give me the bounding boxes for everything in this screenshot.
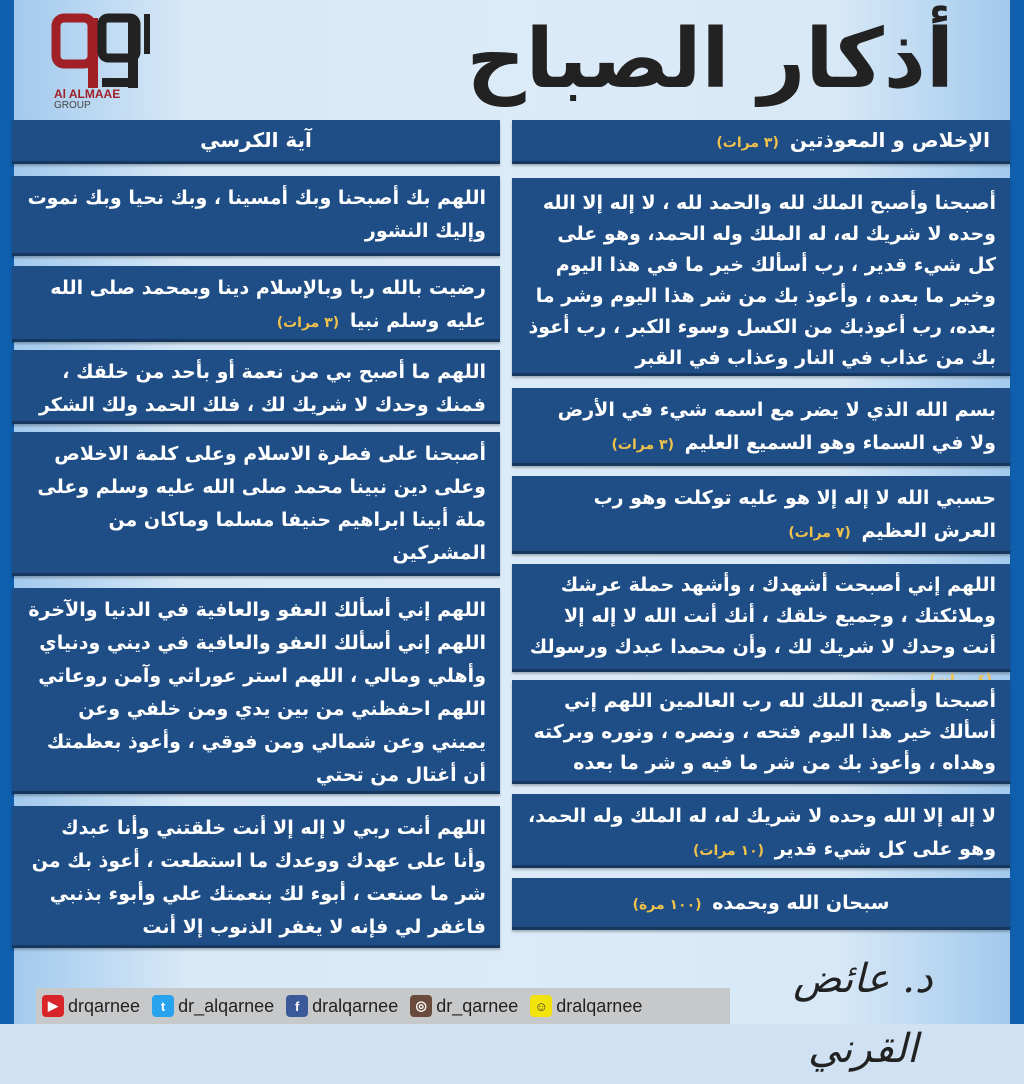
page-title: أذكار الصباح — [466, 12, 954, 107]
social-handle: dralqarnee — [312, 995, 399, 1016]
dhikr-card — [512, 476, 1010, 554]
dhikr-text: اللهم بك أصبحنا وبك أمسينا ، وبك نحيا وبك نموت وإليك النشور — [27, 187, 486, 242]
dhikr-text: سبحان الله وبحمده — [712, 892, 890, 914]
social-bar — [36, 988, 730, 1024]
twitter-icon: t — [152, 995, 174, 1017]
repeat-badge: (٣ مرات) — [716, 135, 779, 151]
dhikr-card — [12, 176, 500, 256]
dhikr-text: أصبحنا وأصبح الملك لله رب العالمين اللهم إني أسألك خير هذا اليوم فتحه ، ونصره ، ونوره وبركته وهداه ، وأعوذ بك من شر ما فيه و شر ما بعده — [533, 690, 996, 774]
right-border — [1010, 0, 1024, 1024]
dhikr-card — [512, 564, 1010, 672]
dhikr-card — [12, 266, 500, 342]
social-youtube[interactable] — [42, 995, 140, 1017]
dhikr-card — [512, 388, 1010, 466]
dhikr-text: اللهم أنت ربي لا إله إلا أنت خلقتني وأنا عبدك وأنا على عهدك ووعدك ما استطعت ، أعوذ بك من شر ما صنعت ، أبوء لك بنعمتك علي وأبوء بذنبي فاغفر لي فإنه لا يغفر الذنوب إلا أنت — [31, 817, 486, 938]
left-column-heading — [12, 120, 500, 164]
dhikr-text: أصبحنا وأصبح الملك لله والحمد لله ، لا إله إلا الله وحده لا شريك له، له الملك وله الحمد، وهو على كل شيء قدير ، رب أسألك خير ما في هذا اليوم وخير ما بعده ، وأعوذ بك من شر هذا اليوم وشر ما بعده، رب أعوذبك من الكسل وسوء الكبر ، رب أعوذ بك من عذاب في النار وعذاب في القبر — [528, 192, 996, 369]
instagram-icon: ◎ — [410, 995, 432, 1017]
author-signature: د. عائض القرني — [793, 956, 933, 1072]
dhikr-card — [512, 794, 1010, 868]
repeat-badge: (٧ مرات) — [788, 525, 851, 541]
social-snapchat[interactable] — [530, 995, 642, 1017]
social-facebook[interactable] — [286, 995, 398, 1017]
social-twitter[interactable] — [152, 995, 274, 1017]
repeat-badge: (٣ مرات) — [611, 437, 674, 453]
heading-text: آية الكرسي — [200, 128, 312, 152]
logo-name: Al ALMAAE — [54, 87, 121, 101]
social-handle: dralqarnee — [556, 995, 643, 1016]
social-handle: drqarnee — [68, 995, 141, 1016]
dhikr-text: اللهم ما أصبح بي من نعمة أو بأحد من خلقك ، فمنك وحدك لا شريك لك ، فلك الحمد ولك الشكر — [38, 361, 486, 416]
social-handle: dr_alqarnee — [178, 995, 275, 1016]
right-column-heading — [512, 120, 1010, 164]
snapchat-icon: ☺ — [530, 995, 552, 1017]
youtube-icon: ▶ — [42, 995, 64, 1017]
dhikr-text: رضيت بالله ربا وبالإسلام دينا وبمحمد صلى الله عليه وسلم نبيا — [50, 277, 486, 332]
dhikr-text: اللهم إني أسألك العفو والعافية في الدنيا والآخرة اللهم إني أسألك العفو والعافية في ديني ودنياي وأهلي ومالي ، اللهم استر عوراتي وآمن روعاتي اللهم احفظني من بين يدي ومن خلفي وعن يميني وعن شمالي ومن فوقي ، وأعوذ بعظمتك أن أغتال من تحتي — [28, 599, 486, 786]
dhikr-text: حسبي الله لا إله إلا هو عليه توكلت وهو رب العرش العظيم — [593, 487, 996, 542]
dhikr-text: اللهم إني أصبحت أشهدك ، وأشهد حملة عرشك وملائكتك ، وجميع خلقك ، أنك أنت الله لا إله إلا أنت وحدك لا شريك لك ، وأن محمدا عبدك ورسولك — [529, 574, 996, 658]
social-instagram[interactable] — [410, 995, 518, 1017]
logo-text — [54, 88, 120, 112]
repeat-badge: (١٠٠ مرة) — [632, 897, 702, 913]
dhikr-card — [512, 178, 1010, 376]
social-handle: dr_qarnee — [436, 995, 519, 1016]
dhikr-card — [12, 350, 500, 424]
logo-subtitle: GROUP — [54, 100, 91, 111]
dhikr-card — [512, 878, 1010, 930]
facebook-icon: f — [286, 995, 308, 1017]
repeat-badge: (٣ مرات) — [276, 315, 340, 331]
dhikr-card — [12, 588, 500, 794]
dhikr-card — [12, 806, 500, 948]
dhikr-card — [512, 680, 1010, 784]
header — [0, 0, 1024, 118]
dhikr-text: أصبحنا على فطرة الاسلام وعلى كلمة الاخلاص وعلى دين نبينا محمد صلى الله عليه وسلم وعلى ملة أبينا ابراهيم حنيفا مسلما وماكان من المشركين — [37, 443, 486, 564]
dhikr-text: لا إله إلا الله وحده لا شريك له، له الملك وله الحمد، وهو على كل شيء قدير — [528, 805, 996, 860]
heading-text: الإخلاص و المعوذتين — [789, 128, 990, 152]
dhikr-text: بسم الله الذي لا يضر مع اسمه شيء في الأرض ولا في السماء وهو السميع العليم — [557, 399, 996, 454]
dhikr-card — [12, 432, 500, 576]
repeat-badge: (١٠ مرات) — [693, 843, 765, 859]
